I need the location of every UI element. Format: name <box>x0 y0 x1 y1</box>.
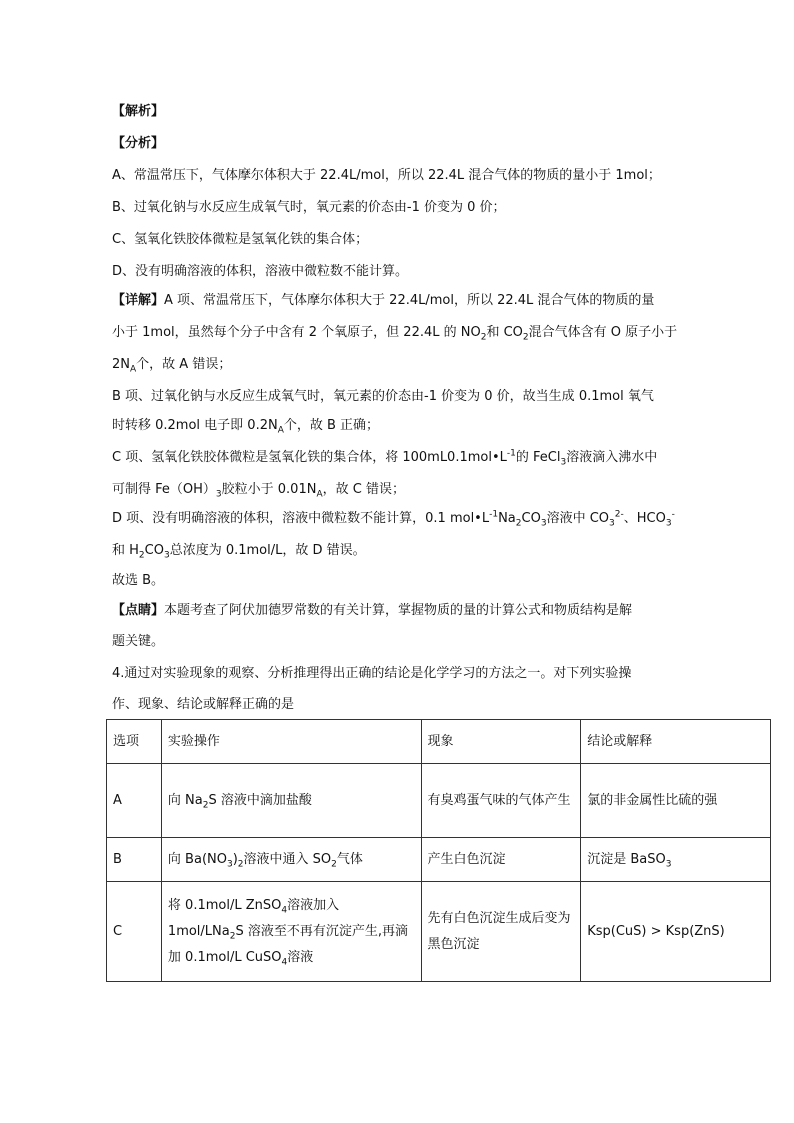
detail-line-7: 可制得 $Fe(OH)_3$胶粒小于 $0.01N_A$，故 C 错误； <box>112 482 405 500</box>
row-a-option: A <box>107 764 162 838</box>
analysis-b: B、过氧化钠与水反应生成氧气时，氧元素的价态由-1 价变为 0 价； <box>112 200 506 215</box>
row-b-conclusion: 沉淀是 BaSO$_3$ <box>581 838 771 882</box>
detail-line-2: 小于 1mol，虽然每个分子中含有 2 个氧原子，但 22.4L 的 $NO_2$和 $CO_2$混合气体含有 O 原子小于 <box>112 325 678 343</box>
row-c-conclusion: Ksp(CuS) > Ksp(ZnS) <box>581 882 771 982</box>
table-row-a <box>107 764 771 838</box>
detail-line-8: D 项、没有明确溶液的体积，溶液中微粒数不能计算，0.1 $mol•L^{-1}Na_2CO_3$溶液中 $CO_3^{2-}$、$HCO_3^-$ <box>112 509 675 529</box>
header-conclusion: 结论或解释 <box>581 720 771 764</box>
row-b-option: B <box>107 838 162 882</box>
table-row-c <box>107 882 771 982</box>
detail-line-4: B 项、过氧化钠与水反应生成氧气时，氧元素的价态由-1 价变为 0 价，故当生成 0.1mol 氧气 <box>112 389 654 404</box>
row-c-operation: 将 0.1mol/L ZnSO$_4$溶液加入 1mol/LNa$_2$S 溶液至不再有沉淀产生,再滴加 0.1mol/L CuSO$_4$溶液 <box>161 882 421 982</box>
question-4-line-1: 4.通过对实验现象的观察、分析推理得出正确的结论是化学学习的方法之一。对下列实验操 <box>112 666 632 681</box>
header-phenomenon: 现象 <box>421 720 581 764</box>
question-4-line-2: 作、现象、结论或解释正确的是 <box>112 697 295 712</box>
row-a-operation: 向 $Na_2S$ 溶液中滴加盐酸 <box>161 764 421 838</box>
analysis-c: C、氢氧化铁胶体微粒是氢氧化铁的集合体； <box>112 232 369 247</box>
analysis-d: D、没有明确溶液的体积，溶液中微粒数不能计算。 <box>112 264 409 279</box>
row-a-phenomenon: 有臭鸡蛋气味的气体产生 <box>421 764 581 838</box>
detail-heading: 【详解】 <box>112 293 165 308</box>
comment-line-2: 题关键。 <box>112 634 165 649</box>
fenxi-heading: 【分析】 <box>112 136 165 151</box>
detail-line-9: 和 $H_2CO_3$总浓度为 0.1mol/L，故 D 错误。 <box>112 543 366 561</box>
comment-line-1: 【点睛】本题考查了阿伏加德罗常数的有关计算，掌握物质的量的计算公式和物质结构是解 <box>112 603 633 618</box>
detail-line-5: 时转移 0.2mol 电子即 $0.2N_A$个，故 B 正确； <box>112 418 380 436</box>
jiexi-heading: 【解析】 <box>112 104 165 119</box>
row-b-phenomenon: 产生白色沉淀 <box>421 838 581 882</box>
detail-line-6: C 项、氢氧化铁胶体微粒是氢氧化铁的集合体，将 $100mL0.1mol•L^{-1}$的 FeCl$_3$溶液滴入沸水中 <box>112 448 658 468</box>
options-table <box>106 719 771 982</box>
row-a-conclusion: 氯的非金属性比硫的强 <box>581 764 771 838</box>
table-header-row <box>107 720 771 764</box>
row-c-option: C <box>107 882 162 982</box>
header-option: 选项 <box>107 720 162 764</box>
row-b-operation: 向 $Ba(NO_3)_2$溶液中通入 $SO_2$气体 <box>161 838 421 882</box>
answer-line: 故选 B。 <box>112 573 165 588</box>
analysis-a: A、常温常压下，气体摩尔体积大于 22.4L/mol，所以 22.4L 混合气体的物质的量小于 1mol； <box>112 168 661 183</box>
detail-line-3: $2N_A$个，故 A 错误； <box>112 357 232 375</box>
row-c-phenomenon: 先有白色沉淀生成后变为黑色沉淀 <box>421 882 581 982</box>
header-operation: 实验操作 <box>161 720 421 764</box>
comment-heading: 【点睛】 <box>112 603 165 618</box>
detail-line-1: 【详解】A 项、常温常压下，气体摩尔体积大于 22.4L/mol，所以 22.4L 混合气体的物质的量 <box>112 293 655 308</box>
table-row-b <box>107 838 771 882</box>
